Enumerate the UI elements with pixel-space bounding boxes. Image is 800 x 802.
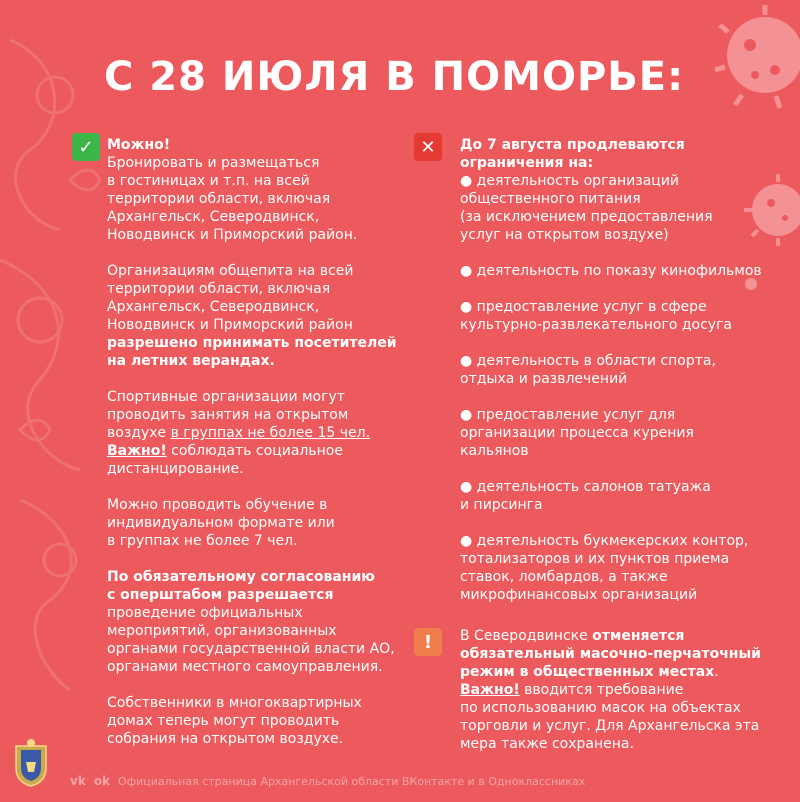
coat-of-arms-icon	[8, 738, 54, 788]
cross-icon: ✕	[414, 133, 442, 161]
allowed-verandas	[107, 262, 399, 370]
restriction-item: ● предоставление услуг в сфере культурно-развлекательного досуга	[460, 299, 733, 333]
allowed-events	[107, 568, 399, 676]
allowed-hotels	[107, 136, 399, 244]
virus-icon	[700, 0, 800, 130]
restriction-item: ● предоставление услуг для организации процесса курения кальянов	[460, 407, 694, 459]
restrictions-column	[460, 136, 780, 622]
verandas-text: Организациям общепита на всей территории области, включая Архангельск, Северодвинск, Новодвинск и Приморский район	[107, 263, 354, 333]
verandas-bold: разрешено принимать посетителей на летних верандах.	[107, 335, 397, 369]
events-bold: По обязательному согласованию с оперштабом разрешается	[107, 569, 375, 603]
footer-text: Официальная страница Архангельской области ВКонтакте и в Одноклассниках	[118, 774, 586, 788]
allowed-sport	[107, 388, 399, 478]
notice-tail: вводится требование по использованию масок на объектах торговли и услуг. Для Архангельска эта мера также сохранена.	[460, 682, 760, 752]
allowed-heading: Можно!	[107, 137, 171, 153]
page-title: С 28 ИЮЛЯ В ПОМОРЬЕ:	[104, 54, 685, 100]
sport-important: Важно!	[107, 443, 167, 459]
restriction-item: ● деятельность по показу кинофильмов	[460, 263, 762, 279]
ok-icon[interactable]: ok	[93, 774, 111, 788]
notice-dot: .	[714, 664, 719, 680]
footer	[70, 774, 585, 788]
allowed-hotels-text: Бронировать и размещаться в гостиницах и т.п. на всей территории области, включая Архангельск, Северодвинск, Новодвинск и Приморский район.	[107, 155, 358, 243]
sport-underline: в группах не более 15 чел.	[170, 425, 371, 441]
restrictions-heading: До 7 августа продлеваются ограничения на:	[460, 137, 685, 171]
restriction-item: ● деятельность салонов татуажа и пирсинга	[460, 479, 711, 513]
events-text: проведение официальных мероприятий, организованных органами государственной власти АО, органами местного самоуправления.	[107, 605, 395, 675]
restriction-item: ● деятельность в области спорта, отдыха и развлечений	[460, 353, 716, 387]
notice-bold: отменяется обязательный масочно-перчаточный режим в общественных местах	[460, 628, 761, 680]
sport-tail: соблюдать социальное дистанцирование.	[107, 443, 343, 477]
notice-pre: В Северодвинске	[460, 628, 593, 644]
sport-text: Спортивные организации могут проводить занятия на открытом воздухе	[107, 389, 349, 441]
allowed-column	[107, 136, 399, 766]
notice-important: Важно!	[460, 682, 520, 698]
allowed-meetings: Собственники в многоквартирных домах теперь могут проводить собрания на открытом воздухе.	[107, 695, 362, 747]
restriction-item: ● деятельность букмекерских контор, тотализаторов и их пунктов приема ставок, ломбардов, а также микрофинансовых организаций	[460, 533, 749, 603]
warning-icon: !	[414, 628, 442, 656]
floral-ornament	[0, 0, 110, 802]
severodvinsk-notice	[460, 627, 780, 753]
restriction-item: ● деятельность организаций общественного питания (за исключением предоставления услуг на открытом воздухе)	[460, 173, 713, 243]
check-icon: ✓	[72, 133, 100, 161]
allowed-education: Можно проводить обучение в индивидуальном формате или в группах не более 7 чел.	[107, 497, 335, 549]
vk-icon[interactable]: vk	[70, 774, 86, 788]
